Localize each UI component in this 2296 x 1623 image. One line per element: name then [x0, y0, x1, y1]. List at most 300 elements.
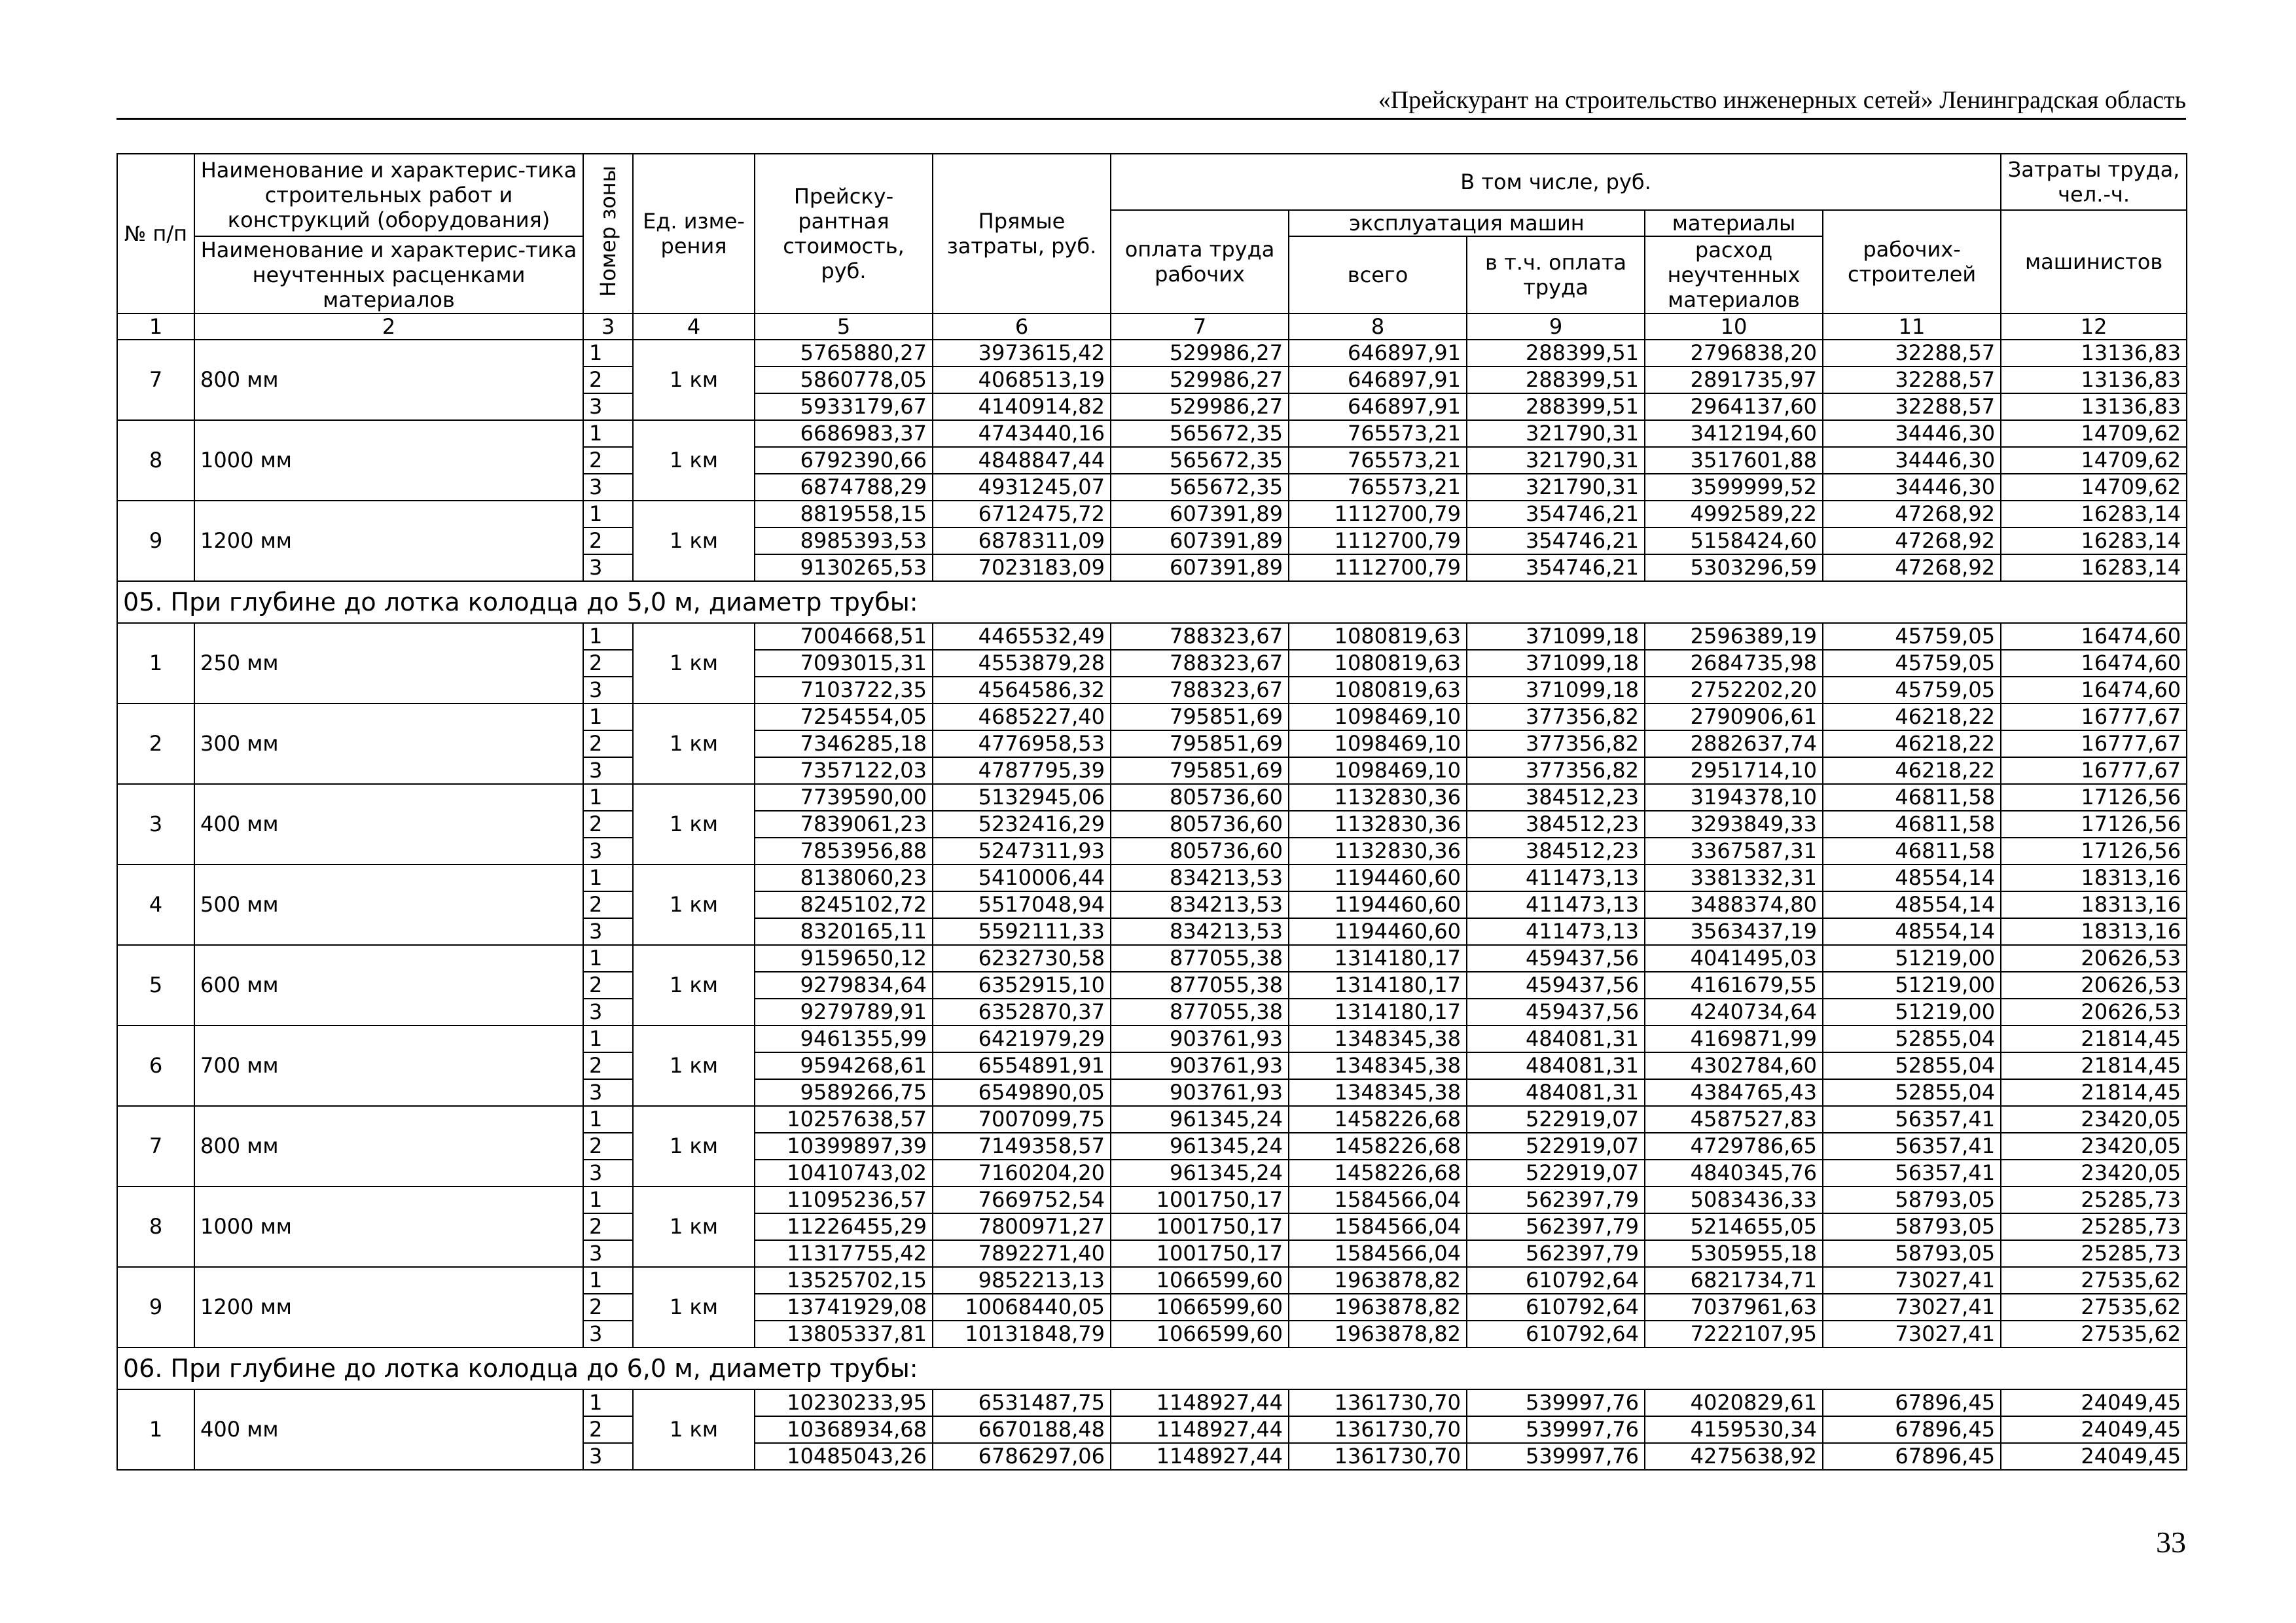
machines-pay-cell: 354746,21: [1467, 554, 1645, 581]
column-numbers-row: [117, 313, 2187, 340]
item-index: 7: [117, 1106, 194, 1186]
zone-number: 1: [583, 1106, 633, 1133]
direct-costs-cell: 7007099,75: [933, 1106, 1111, 1133]
item-name: 1200 мм: [194, 1267, 583, 1347]
materials-cell: 3194378,10: [1645, 784, 1823, 811]
header-machines: эксплуатация машин: [1289, 210, 1645, 236]
worker-pay-cell: 795851,69: [1111, 704, 1289, 730]
price-cell: 11317755,42: [755, 1240, 933, 1267]
direct-costs-cell: 6352870,37: [933, 999, 1111, 1026]
direct-costs-cell: 7023183,09: [933, 554, 1111, 581]
machines-pay-cell: 384512,23: [1467, 838, 1645, 865]
unit-cell: 1 км: [633, 340, 755, 420]
builders-hours-cell: 56357,41: [1823, 1106, 2001, 1133]
builders-hours-cell: 47268,92: [1823, 554, 2001, 581]
item-index: 3: [117, 784, 194, 865]
materials-cell: 2752202,20: [1645, 677, 1823, 704]
materials-cell: 4384765,43: [1645, 1079, 1823, 1106]
machines-total-cell: 1098469,10: [1289, 730, 1467, 757]
materials-cell: 4020829,61: [1645, 1389, 1823, 1416]
price-cell: 7254554,05: [755, 704, 933, 730]
direct-costs-cell: 6670188,48: [933, 1416, 1111, 1443]
header-zone-label: Номер зоны: [596, 165, 620, 297]
materials-cell: 4729786,65: [1645, 1133, 1823, 1160]
worker-pay-cell: 607391,89: [1111, 501, 1289, 527]
table-row: [117, 420, 2187, 447]
materials-cell: 3517601,88: [1645, 447, 1823, 474]
header-work-name: Наименование и характерис-тика строительных работ и конструкций (оборудования): [194, 154, 583, 236]
materials-cell: 3381332,31: [1645, 865, 1823, 891]
machines-total-cell: 1963878,82: [1289, 1267, 1467, 1294]
direct-costs-cell: 6232730,58: [933, 945, 1111, 972]
machines-pay-cell: 484081,31: [1467, 1079, 1645, 1106]
worker-pay-cell: 607391,89: [1111, 554, 1289, 581]
machines-total-cell: 1194460,60: [1289, 865, 1467, 891]
direct-costs-cell: 6712475,72: [933, 501, 1111, 527]
zone-number: 3: [583, 1079, 633, 1106]
zone-number: 3: [583, 474, 633, 501]
machines-total-cell: 1080819,63: [1289, 623, 1467, 650]
builders-hours-cell: 58793,05: [1823, 1213, 2001, 1240]
direct-costs-cell: 6878311,09: [933, 527, 1111, 554]
materials-cell: 4041495,03: [1645, 945, 1823, 972]
direct-costs-cell: 7800971,27: [933, 1213, 1111, 1240]
price-cell: 9461355,99: [755, 1026, 933, 1052]
builders-hours-cell: 51219,00: [1823, 945, 2001, 972]
item-name: 700 мм: [194, 1026, 583, 1106]
builders-hours-cell: 56357,41: [1823, 1133, 2001, 1160]
builders-hours-cell: 67896,45: [1823, 1389, 2001, 1416]
direct-costs-cell: 9852213,13: [933, 1267, 1111, 1294]
price-cell: 10230233,95: [755, 1389, 933, 1416]
machines-pay-cell: 384512,23: [1467, 811, 1645, 838]
price-cell: 10399897,39: [755, 1133, 933, 1160]
machines-total-cell: 1348345,38: [1289, 1079, 1467, 1106]
item-name: 400 мм: [194, 1389, 583, 1470]
operators-hours-cell: 25285,73: [2001, 1213, 2187, 1240]
worker-pay-cell: 805736,60: [1111, 838, 1289, 865]
worker-pay-cell: 961345,24: [1111, 1160, 1289, 1186]
direct-costs-cell: 4776958,53: [933, 730, 1111, 757]
machines-total-cell: 1132830,36: [1289, 811, 1467, 838]
table-row: [117, 784, 2187, 811]
machines-pay-cell: 377356,82: [1467, 730, 1645, 757]
machines-pay-cell: 562397,79: [1467, 1213, 1645, 1240]
column-number: 1: [117, 313, 194, 340]
column-number: 5: [755, 313, 933, 340]
direct-costs-cell: 7669752,54: [933, 1186, 1111, 1213]
machines-pay-cell: 288399,51: [1467, 366, 1645, 393]
zone-number: 3: [583, 999, 633, 1026]
column-number: 6: [933, 313, 1111, 340]
direct-costs-cell: 5517048,94: [933, 891, 1111, 918]
direct-costs-cell: 6549890,05: [933, 1079, 1111, 1106]
builders-hours-cell: 46811,58: [1823, 838, 2001, 865]
materials-cell: 5303296,59: [1645, 554, 1823, 581]
table-header: [117, 154, 2187, 340]
operators-hours-cell: 24049,45: [2001, 1389, 2187, 1416]
machines-pay-cell: 562397,79: [1467, 1186, 1645, 1213]
unit-cell: 1 км: [633, 945, 755, 1026]
price-cell: 8138060,23: [755, 865, 933, 891]
materials-cell: 4159530,34: [1645, 1416, 1823, 1443]
machines-pay-cell: 522919,07: [1467, 1160, 1645, 1186]
direct-costs-cell: 6352915,10: [933, 972, 1111, 999]
builders-hours-cell: 46218,22: [1823, 757, 2001, 784]
item-name: 800 мм: [194, 340, 583, 420]
operators-hours-cell: 16777,67: [2001, 757, 2187, 784]
price-cell: 6686983,37: [755, 420, 933, 447]
price-cell: 10410743,02: [755, 1160, 933, 1186]
worker-pay-cell: 1148927,44: [1111, 1389, 1289, 1416]
table-row: [117, 340, 2187, 366]
materials-cell: 3293849,33: [1645, 811, 1823, 838]
zone-number: 3: [583, 1443, 633, 1470]
operators-hours-cell: 18313,16: [2001, 865, 2187, 891]
worker-pay-cell: 805736,60: [1111, 811, 1289, 838]
materials-cell: 4161679,55: [1645, 972, 1823, 999]
header-zone: [583, 154, 633, 313]
operators-hours-cell: 17126,56: [2001, 811, 2187, 838]
materials-cell: 7037961,63: [1645, 1294, 1823, 1321]
zone-number: 2: [583, 650, 633, 677]
operators-hours-cell: 16777,67: [2001, 704, 2187, 730]
unit-cell: 1 км: [633, 1267, 755, 1347]
header-machines-pay: в т.ч. оплата труда: [1467, 236, 1645, 313]
machines-pay-cell: 522919,07: [1467, 1133, 1645, 1160]
machines-pay-cell: 459437,56: [1467, 945, 1645, 972]
materials-cell: 5214655,05: [1645, 1213, 1823, 1240]
zone-number: 1: [583, 501, 633, 527]
machines-total-cell: 1132830,36: [1289, 838, 1467, 865]
direct-costs-cell: 4068513,19: [933, 366, 1111, 393]
machines-total-cell: 1963878,82: [1289, 1294, 1467, 1321]
builders-hours-cell: 34446,30: [1823, 420, 2001, 447]
materials-cell: 4587527,83: [1645, 1106, 1823, 1133]
builders-hours-cell: 32288,57: [1823, 366, 2001, 393]
price-cell: 9279834,64: [755, 972, 933, 999]
operators-hours-cell: 16283,14: [2001, 554, 2187, 581]
operators-hours-cell: 14709,62: [2001, 420, 2187, 447]
item-name: 1000 мм: [194, 420, 583, 501]
item-index: 8: [117, 420, 194, 501]
operators-hours-cell: 16283,14: [2001, 501, 2187, 527]
zone-number: 2: [583, 1213, 633, 1240]
operators-hours-cell: 23420,05: [2001, 1106, 2187, 1133]
zone-number: 2: [583, 366, 633, 393]
machines-pay-cell: 539997,76: [1467, 1443, 1645, 1470]
worker-pay-cell: 529986,27: [1111, 340, 1289, 366]
materials-cell: 7222107,95: [1645, 1321, 1823, 1347]
price-cell: 9589266,75: [755, 1079, 933, 1106]
worker-pay-cell: 1001750,17: [1111, 1213, 1289, 1240]
machines-total-cell: 1584566,04: [1289, 1240, 1467, 1267]
zone-number: 2: [583, 447, 633, 474]
builders-hours-cell: 46811,58: [1823, 784, 2001, 811]
table-row: [117, 1026, 2187, 1052]
direct-costs-cell: 4743440,16: [933, 420, 1111, 447]
operators-hours-cell: 27535,62: [2001, 1294, 2187, 1321]
machines-total-cell: 1080819,63: [1289, 677, 1467, 704]
direct-costs-cell: 7149358,57: [933, 1133, 1111, 1160]
table-row: [117, 704, 2187, 730]
price-cell: 6792390,66: [755, 447, 933, 474]
column-number: 9: [1467, 313, 1645, 340]
builders-hours-cell: 52855,04: [1823, 1052, 2001, 1079]
machines-pay-cell: 321790,31: [1467, 474, 1645, 501]
worker-pay-cell: 565672,35: [1111, 447, 1289, 474]
price-cell: 7103722,35: [755, 677, 933, 704]
operators-hours-cell: 23420,05: [2001, 1160, 2187, 1186]
operators-hours-cell: 21814,45: [2001, 1052, 2187, 1079]
price-cell: 7853956,88: [755, 838, 933, 865]
materials-cell: 5305955,18: [1645, 1240, 1823, 1267]
zone-number: 3: [583, 554, 633, 581]
table-row: [117, 623, 2187, 650]
price-cell: 8245102,72: [755, 891, 933, 918]
unit-cell: 1 км: [633, 1389, 755, 1470]
operators-hours-cell: 16474,60: [2001, 650, 2187, 677]
column-number: 2: [194, 313, 583, 340]
section-title: 06. При глубине до лотка колодца до 6,0 м, диаметр трубы:: [117, 1347, 2187, 1389]
item-name: 800 мм: [194, 1106, 583, 1186]
unit-cell: 1 км: [633, 1106, 755, 1186]
price-cell: 7839061,23: [755, 811, 933, 838]
operators-hours-cell: 13136,83: [2001, 366, 2187, 393]
materials-cell: 4992589,22: [1645, 501, 1823, 527]
price-cell: 5765880,27: [755, 340, 933, 366]
machines-total-cell: 1080819,63: [1289, 650, 1467, 677]
builders-hours-cell: 51219,00: [1823, 999, 2001, 1026]
item-name: 250 мм: [194, 623, 583, 704]
machines-pay-cell: 354746,21: [1467, 501, 1645, 527]
price-cell: 9130265,53: [755, 554, 933, 581]
table-row: [117, 1106, 2187, 1133]
machines-pay-cell: 562397,79: [1467, 1240, 1645, 1267]
materials-cell: 4275638,92: [1645, 1443, 1823, 1470]
zone-number: 2: [583, 811, 633, 838]
worker-pay-cell: 788323,67: [1111, 677, 1289, 704]
item-index: 2: [117, 704, 194, 784]
materials-cell: 2964137,60: [1645, 393, 1823, 420]
materials-cell: 4840345,76: [1645, 1160, 1823, 1186]
machines-pay-cell: 610792,64: [1467, 1267, 1645, 1294]
machines-total-cell: 1458226,68: [1289, 1133, 1467, 1160]
worker-pay-cell: 961345,24: [1111, 1133, 1289, 1160]
builders-hours-cell: 32288,57: [1823, 340, 2001, 366]
builders-hours-cell: 58793,05: [1823, 1240, 2001, 1267]
column-number: 11: [1823, 313, 2001, 340]
item-index: 1: [117, 1389, 194, 1470]
materials-cell: 3599999,52: [1645, 474, 1823, 501]
builders-hours-cell: 73027,41: [1823, 1321, 2001, 1347]
price-cell: 7739590,00: [755, 784, 933, 811]
document-title: «Прейскурант на строительство инженерных сетей» Ленинградская область: [1378, 86, 2186, 114]
item-name: 300 мм: [194, 704, 583, 784]
machines-total-cell: 646897,91: [1289, 366, 1467, 393]
table-row: [117, 1389, 2187, 1416]
materials-cell: 2891735,97: [1645, 366, 1823, 393]
machines-total-cell: 1361730,70: [1289, 1389, 1467, 1416]
item-index: 8: [117, 1186, 194, 1267]
header-including: В том числе, руб.: [1111, 154, 2001, 210]
materials-cell: 3367587,31: [1645, 838, 1823, 865]
zone-number: 2: [583, 972, 633, 999]
machines-total-cell: 1314180,17: [1289, 945, 1467, 972]
header-price: Прейску-рантная стоимость, руб.: [755, 154, 933, 313]
direct-costs-cell: 5410006,44: [933, 865, 1111, 891]
materials-cell: 2796838,20: [1645, 340, 1823, 366]
direct-costs-cell: 10068440,05: [933, 1294, 1111, 1321]
zone-number: 2: [583, 1294, 633, 1321]
machines-total-cell: 1458226,68: [1289, 1106, 1467, 1133]
zone-number: 1: [583, 1026, 633, 1052]
direct-costs-cell: 4140914,82: [933, 393, 1111, 420]
direct-costs-cell: 4685227,40: [933, 704, 1111, 730]
machines-total-cell: 765573,21: [1289, 420, 1467, 447]
worker-pay-cell: 834213,53: [1111, 891, 1289, 918]
builders-hours-cell: 45759,05: [1823, 677, 2001, 704]
item-index: 5: [117, 945, 194, 1026]
zone-number: 1: [583, 945, 633, 972]
zone-number: 1: [583, 623, 633, 650]
direct-costs-cell: 6531487,75: [933, 1389, 1111, 1416]
machines-pay-cell: 610792,64: [1467, 1321, 1645, 1347]
builders-hours-cell: 47268,92: [1823, 501, 2001, 527]
zone-number: 1: [583, 704, 633, 730]
machines-total-cell: 1361730,70: [1289, 1416, 1467, 1443]
header-materials-use: расход неучтенных материалов: [1645, 236, 1823, 313]
header-worker-pay: оплата труда рабочих: [1111, 210, 1289, 313]
machines-pay-cell: 484081,31: [1467, 1052, 1645, 1079]
unit-cell: 1 км: [633, 623, 755, 704]
unit-cell: 1 км: [633, 784, 755, 865]
materials-cell: 2596389,19: [1645, 623, 1823, 650]
item-name: 400 мм: [194, 784, 583, 865]
header-unit: Ед. изме-рения: [633, 154, 755, 313]
direct-costs-cell: 4848847,44: [933, 447, 1111, 474]
column-number: 12: [2001, 313, 2187, 340]
column-number: 3: [583, 313, 633, 340]
builders-hours-cell: 45759,05: [1823, 623, 2001, 650]
price-cell: 7004668,51: [755, 623, 933, 650]
zone-number: 3: [583, 918, 633, 945]
direct-costs-cell: 5132945,06: [933, 784, 1111, 811]
item-index: 6: [117, 1026, 194, 1106]
header-builders: рабочих-строителей: [1823, 210, 2001, 313]
price-cell: 5860778,05: [755, 366, 933, 393]
machines-pay-cell: 539997,76: [1467, 1389, 1645, 1416]
zone-number: 2: [583, 527, 633, 554]
builders-hours-cell: 51219,00: [1823, 972, 2001, 999]
direct-costs-cell: 10131848,79: [933, 1321, 1111, 1347]
builders-hours-cell: 48554,14: [1823, 865, 2001, 891]
price-cell: 13525702,15: [755, 1267, 933, 1294]
machines-total-cell: 1112700,79: [1289, 554, 1467, 581]
price-cell: 8985393,53: [755, 527, 933, 554]
builders-hours-cell: 46218,22: [1823, 704, 2001, 730]
builders-hours-cell: 32288,57: [1823, 393, 2001, 420]
builders-hours-cell: 56357,41: [1823, 1160, 2001, 1186]
materials-cell: 3412194,60: [1645, 420, 1823, 447]
operators-hours-cell: 16777,67: [2001, 730, 2187, 757]
operators-hours-cell: 25285,73: [2001, 1240, 2187, 1267]
operators-hours-cell: 20626,53: [2001, 945, 2187, 972]
machines-pay-cell: 459437,56: [1467, 972, 1645, 999]
table-row: [117, 945, 2187, 972]
machines-total-cell: 1112700,79: [1289, 501, 1467, 527]
worker-pay-cell: 961345,24: [1111, 1106, 1289, 1133]
machines-pay-cell: 411473,13: [1467, 891, 1645, 918]
builders-hours-cell: 34446,30: [1823, 447, 2001, 474]
worker-pay-cell: 795851,69: [1111, 757, 1289, 784]
zone-number: 1: [583, 1267, 633, 1294]
materials-cell: 6821734,71: [1645, 1267, 1823, 1294]
worker-pay-cell: 1066599,60: [1111, 1294, 1289, 1321]
machines-pay-cell: 371099,18: [1467, 623, 1645, 650]
worker-pay-cell: 565672,35: [1111, 474, 1289, 501]
zone-number: 1: [583, 340, 633, 366]
builders-hours-cell: 67896,45: [1823, 1443, 2001, 1470]
zone-number: 2: [583, 1052, 633, 1079]
operators-hours-cell: 18313,16: [2001, 891, 2187, 918]
zone-number: 3: [583, 393, 633, 420]
machines-pay-cell: 288399,51: [1467, 340, 1645, 366]
machines-pay-cell: 610792,64: [1467, 1294, 1645, 1321]
zone-number: 3: [583, 1160, 633, 1186]
direct-costs-cell: 5247311,93: [933, 838, 1111, 865]
operators-hours-cell: 25285,73: [2001, 1186, 2187, 1213]
operators-hours-cell: 16474,60: [2001, 677, 2187, 704]
column-number: 10: [1645, 313, 1823, 340]
machines-pay-cell: 321790,31: [1467, 447, 1645, 474]
page-header: [117, 82, 2186, 120]
worker-pay-cell: 565672,35: [1111, 420, 1289, 447]
machines-total-cell: 646897,91: [1289, 393, 1467, 420]
direct-costs-cell: 4931245,07: [933, 474, 1111, 501]
item-name: 1200 мм: [194, 501, 583, 581]
worker-pay-cell: 903761,93: [1111, 1052, 1289, 1079]
price-cell: 8819558,15: [755, 501, 933, 527]
table-row: [117, 501, 2187, 527]
column-number: 7: [1111, 313, 1289, 340]
operators-hours-cell: 14709,62: [2001, 447, 2187, 474]
zone-number: 1: [583, 865, 633, 891]
worker-pay-cell: 1066599,60: [1111, 1321, 1289, 1347]
builders-hours-cell: 52855,04: [1823, 1079, 2001, 1106]
machines-pay-cell: 484081,31: [1467, 1026, 1645, 1052]
page-number: 33: [2156, 1525, 2186, 1559]
direct-costs-cell: 4465532,49: [933, 623, 1111, 650]
section-row: [117, 581, 2187, 623]
materials-cell: 4240734,64: [1645, 999, 1823, 1026]
machines-pay-cell: 371099,18: [1467, 650, 1645, 677]
price-cell: 13741929,08: [755, 1294, 933, 1321]
operators-hours-cell: 17126,56: [2001, 784, 2187, 811]
price-cell: 7357122,03: [755, 757, 933, 784]
direct-costs-cell: 3973615,42: [933, 340, 1111, 366]
materials-cell: 2882637,74: [1645, 730, 1823, 757]
machines-pay-cell: 384512,23: [1467, 784, 1645, 811]
item-index: 7: [117, 340, 194, 420]
materials-cell: 4169871,99: [1645, 1026, 1823, 1052]
machines-pay-cell: 288399,51: [1467, 393, 1645, 420]
unit-cell: 1 км: [633, 1186, 755, 1267]
unit-cell: 1 км: [633, 1026, 755, 1106]
operators-hours-cell: 27535,62: [2001, 1267, 2187, 1294]
worker-pay-cell: 877055,38: [1111, 972, 1289, 999]
direct-costs-cell: 7160204,20: [933, 1160, 1111, 1186]
